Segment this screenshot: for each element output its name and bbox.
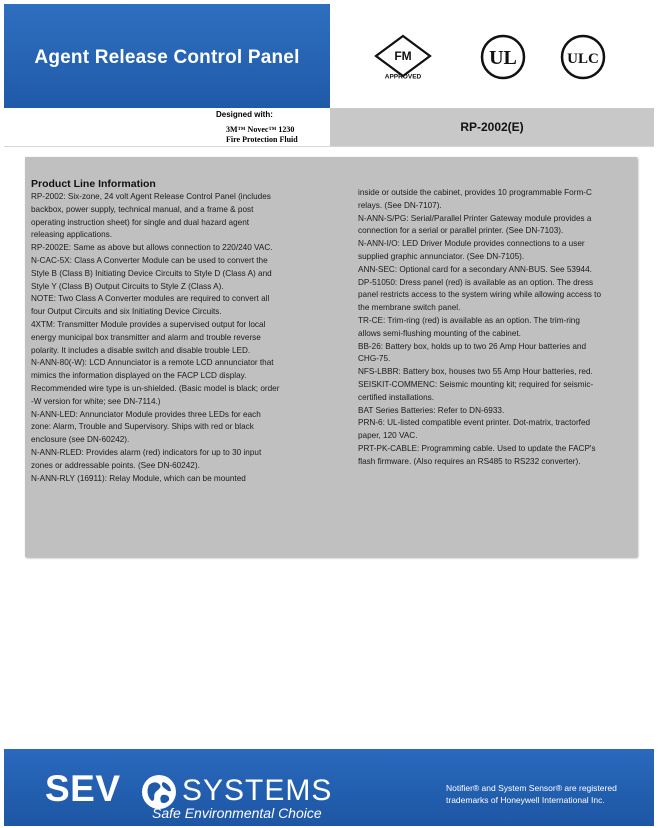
info-paragraph: TR-CE: Trim-ring (red) is available as an option. The trim-ring allows semi-flushing mounting of the cabinet. xyxy=(358,315,580,338)
info-paragraph: N-ANN-LED: Annunciator Module provides three LEDs for each zone: Alarm, Trouble and Supervisory. Ships with red or black enclosure (see DN-60242). xyxy=(31,409,261,445)
designed-with-product: 3M™ Novec™ 1230 xyxy=(226,125,295,134)
info-paragraph: NFS-LBBR: Battery box, houses two 55 Amp Hour batteries, red. xyxy=(358,367,593,377)
fm-approved-logo xyxy=(372,34,434,80)
brand-tagline: Safe Environmental Choice xyxy=(152,805,322,821)
info-paragraph: N-ANN-S/PG: Serial/Parallel Printer Gateway module provides a connection for a serial or parallel printer. (See DN-7103). xyxy=(358,213,592,236)
certification-logos xyxy=(330,4,654,108)
product-info-title: Product Line Information xyxy=(31,178,156,190)
ulc-logo-text: ULC xyxy=(567,51,599,67)
title-banner xyxy=(4,4,330,108)
info-paragraph: SEISKIT-COMMENC: Seismic mounting kit; required for seismic-certified installations. xyxy=(358,379,594,402)
info-paragraph: inside or outside the cabinet, provides 10 programmable Form-C relays. (See DN-7107). xyxy=(358,188,592,210)
header-divider xyxy=(4,146,654,147)
fm-logo-caption: APPROVED xyxy=(384,73,422,80)
info-paragraph: 4XTM: Transmitter Module provides a supervised output for local energy municipal box transmitter and alarm and trouble reverse polarity. It includes a disable switch and disable trouble LED. xyxy=(31,319,266,355)
info-paragraph: ANN-SEC: Optional card for a secondary ANN-BUS. See 53944. xyxy=(358,264,592,274)
info-paragraph: N-CAC-5X: Class A Converter Module can be used to convert the Style B (Class B) Initiating Device Circuits to Style D (Class A) and Style Y (Class B) Output Circuits to Style Z (Class A). xyxy=(31,255,272,291)
designed-with-block xyxy=(208,110,328,144)
brand-name-right: SYSTEMS xyxy=(182,774,333,807)
info-left-column xyxy=(31,177,283,485)
model-number: RP-2002(E) xyxy=(460,120,524,134)
trademark-note: Notifier® and System Sensor® are registered trademarks of Honeywell International Inc. xyxy=(446,783,617,805)
info-paragraph: BB-26: Battery box, holds up to two 26 Amp Hour batteries and CHG-75. xyxy=(358,341,587,364)
info-paragraph: N-ANN-RLY (16911): Relay Module, which can be mounted xyxy=(31,473,246,483)
ulc-listed-logo xyxy=(560,34,606,80)
info-paragraph: PRN-6: UL-listed compatible event printer. Dot-matrix, tractorfed paper, 120 VAC. xyxy=(358,418,591,441)
designed-with-fluid: Fire Protection Fluid xyxy=(226,135,298,144)
product-info-panel xyxy=(25,157,637,557)
designed-with-label: Designed with: xyxy=(216,110,273,119)
info-paragraph: PRT-PK-CABLE: Programming cable. Used to update the FACP's flash firmware. (Also requires an RS485 to RS232 converter). xyxy=(358,443,596,466)
page-title: Agent Release Control Panel xyxy=(34,47,300,68)
info-paragraph: N-ANN-80(-W): LCD Annunciator is a remote LCD annunciator that mimics the information displayed on the FACP LCD display. Recommended wire type is un-shielded. (Basic model is black; order -W version for white; see DN-7114.) xyxy=(31,358,280,406)
info-paragraph: DP-51050: Dress panel (red) is available as an option. The dress panel restricts access to the system wiring while allowing access to the membrane switch panel. xyxy=(358,277,601,313)
info-paragraph: N-ANN-RLED: Provides alarm (red) indicators for up to 30 input zones or addressable points. (See DN-60242). xyxy=(31,447,262,470)
model-number-bar xyxy=(330,108,654,146)
footer-banner xyxy=(4,749,654,826)
info-paragraph: N-ANN-I/O: LED Driver Module provides connections to a user supplied graphic annunciator. (See DN-7105). xyxy=(358,239,585,261)
fm-logo-text: FM xyxy=(394,49,412,63)
info-paragraph: RP-2002: Six-zone, 24 volt Agent Release Control Panel (includes backbox, power supply, technical manual, and a frame & post operating instruction sheet) for single and dual hazard agent releasing applications. xyxy=(31,192,271,240)
info-paragraph: RP-2002E: Same as above but allows connection to 220/240 VAC. xyxy=(31,243,273,253)
ul-logo-text: UL xyxy=(489,47,517,69)
info-paragraph: NOTE: Two Class A Converter modules are required to convert all four Output Circuits and six Initiating Device Circuits. xyxy=(31,294,270,317)
brand-name-left: SEV xyxy=(45,768,121,809)
ul-listed-logo xyxy=(480,34,526,80)
info-paragraph: BAT Series Batteries: Refer to DN-6933. xyxy=(358,405,505,415)
info-right-column xyxy=(358,187,602,469)
